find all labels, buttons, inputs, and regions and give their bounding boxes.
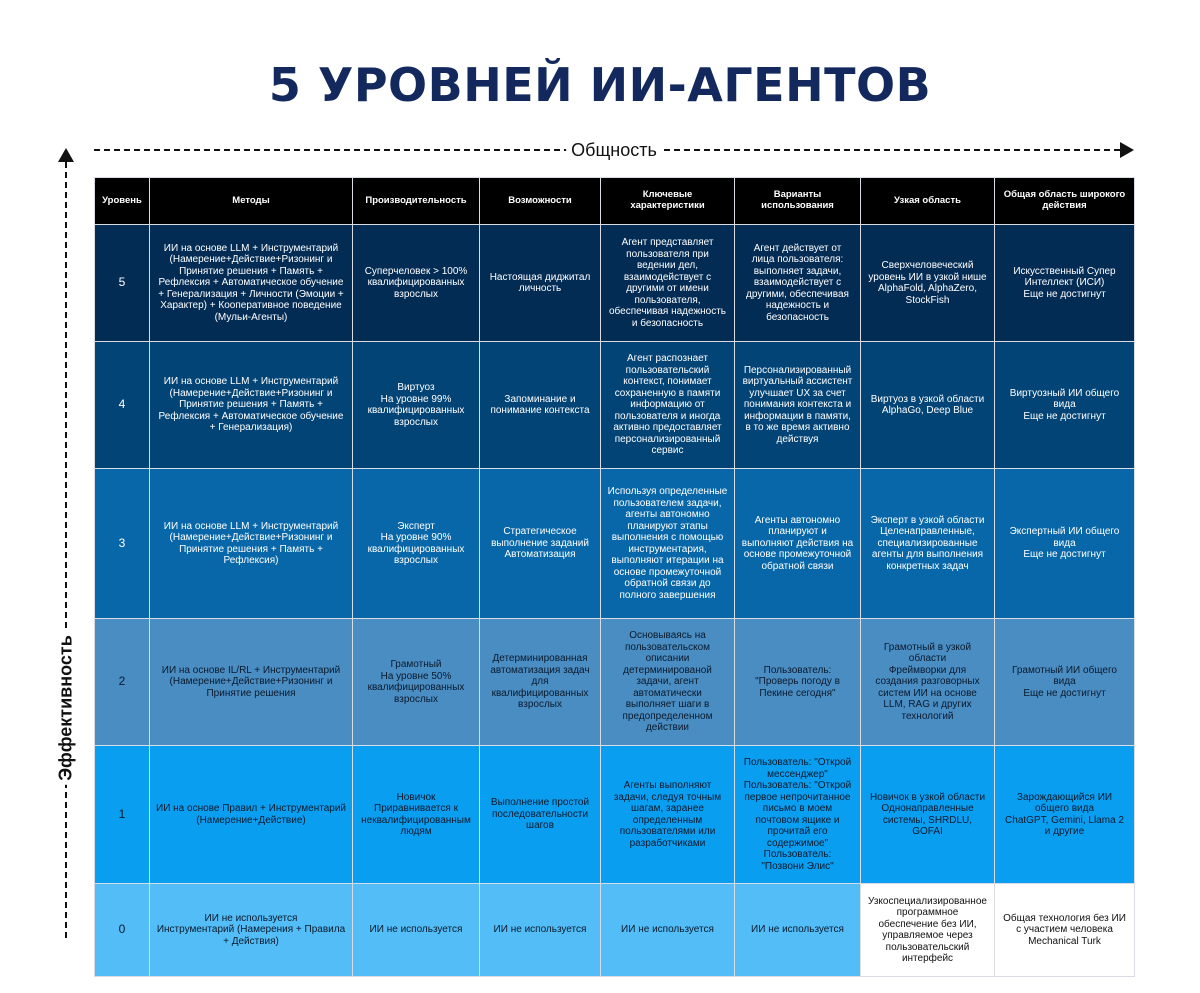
key-characteristics-cell: Агенты выполняют задачи, следуя точным шагам, заранее определенным пользователями или разработчиками (601, 746, 735, 884)
header-general-domain: Общая область широкого действия (995, 178, 1135, 225)
methods-cell: ИИ на основе LLM + Инструментарий (Намерение+Действие+Ризонинг и Принятие решения + Память + Рефлексия + Автоматическое обучение + Генерализация) (150, 342, 353, 469)
generality-axis (94, 138, 1134, 162)
key-characteristics-cell: Агент распознает пользовательский контекст, понимает сохраненную в памяти информацию от пользователя и иногда активно предоставляет персонализированный сервис (601, 342, 735, 469)
narrow-domain-cell: Виртуоз в узкой области AlphaGo, Deep Blue (861, 342, 995, 469)
table-row-level-2 (95, 619, 1135, 746)
level-cell: 1 (95, 746, 150, 884)
header-performance: Производительность (353, 178, 480, 225)
narrow-domain-cell: Новичок в узкой области Однонаправленные системы, SHRDLU, GOFAI (861, 746, 995, 884)
performance-cell: ИИ не используется (353, 884, 480, 977)
level-cell: 5 (95, 225, 150, 342)
arrow-right-icon (1120, 142, 1134, 158)
narrow-domain-cell: Грамотный в узкой области Фреймворки для создания разговорных систем ИИ на основе LLM, RAG и других технологий (861, 619, 995, 746)
arrow-up-icon (58, 148, 74, 162)
table-row-level-4 (95, 342, 1135, 469)
axis-line (65, 162, 67, 938)
performance-cell: Виртуоз На уровне 99% квалифицированных взрослых (353, 342, 480, 469)
methods-cell: ИИ не используется Инструментарий (Намерения + Правила + Действия) (150, 884, 353, 977)
levels-table (94, 177, 1135, 977)
general-domain-cell: Искусственный Супер Интеллект (ИСИ) Еще не достигнут (995, 225, 1135, 342)
header-methods: Методы (150, 178, 353, 225)
use-cases-cell: ИИ не используется (735, 884, 861, 977)
narrow-domain-cell: Эксперт в узкой области Целенаправленные, специализированные агенты для выполнения конкретных задач (861, 469, 995, 619)
header-key-characteristics: Ключевые характеристики (601, 178, 735, 225)
page-title: 5 УРОВНЕЙ ИИ-АГЕНТОВ (268, 58, 932, 112)
capabilities-cell: Стратегическое выполнение заданий Автоматизация (480, 469, 601, 619)
key-characteristics-cell: Агент представляет пользователя при ведении дел, взаимодействует с другими от имени пользователя, обеспечивая надежность и безопасность (601, 225, 735, 342)
level-cell: 0 (95, 884, 150, 977)
use-cases-cell: Пользователь: "Открой мессенджер" Пользователь: "Открой первое непрочитанное письмо в моем почтовом ящике и прочитай его содержимое" Пользователь: "Позвони Элис" (735, 746, 861, 884)
use-cases-cell: Агенты автономно планируют и выполняют действия на основе промежуточной обратной связи (735, 469, 861, 619)
general-domain-cell: Грамотный ИИ общего вида Еще не достигнут (995, 619, 1135, 746)
general-domain-cell: Экспертный ИИ общего вида Еще не достигнут (995, 469, 1135, 619)
key-characteristics-cell: Используя определенные пользователем задачи, агенты автономно планируют этапы выполнения с помощью инструментария, выполняют итерации на основе промежуточной обратной связи до полного завершения (601, 469, 735, 619)
capabilities-cell: Настоящая диджитал личность (480, 225, 601, 342)
performance-axis-label: Эффективность (52, 631, 81, 785)
methods-cell: ИИ на основе LLM + Инструментарий (Намерение+Действие+Ризонинг и Принятие решения + Память + Рефлексия + Автоматическое обучение + Генерализация + Личности (Эмоции + Характер) + Кооперативное поведение (Мульи-Агенты) (150, 225, 353, 342)
table-row-level-0 (95, 884, 1135, 977)
key-characteristics-cell: Основываясь на пользовательском описании детерминированой задачи, агент автоматически выполняет шаги в предопределенном действии (601, 619, 735, 746)
header-use-cases: Варианты использования (735, 178, 861, 225)
capabilities-cell: Выполнение простой последовательности шагов (480, 746, 601, 884)
performance-cell: Суперчеловек > 100% квалифицированных взрослых (353, 225, 480, 342)
narrow-domain-cell: Сверхчеловеческий уровень ИИ в узкой нише AlphaFold, AlphaZero, StockFish (861, 225, 995, 342)
level-cell: 4 (95, 342, 150, 469)
general-domain-cell: Виртуозный ИИ общего вида Еще не достигнут (995, 342, 1135, 469)
header-narrow-domain: Узкая область (861, 178, 995, 225)
capabilities-cell: ИИ не используется (480, 884, 601, 977)
performance-cell: Грамотный На уровне 50% квалифицированных взрослых (353, 619, 480, 746)
header-level: Уровень (95, 178, 150, 225)
performance-cell: Новичок Приравнивается к неквалифицированным людям (353, 746, 480, 884)
table-row-level-1 (95, 746, 1135, 884)
use-cases-cell: Агент действует от лица пользователя: выполняет задачи, взаимодействует с другими, обеспечивая надежность и безопасность (735, 225, 861, 342)
performance-cell: Эксперт На уровне 90% квалифицированных взрослых (353, 469, 480, 619)
use-cases-cell: Персонализированный виртуальный ассистент улучшает UX за счет понимания контекста и информации в памяти, в то же время активно действуя (735, 342, 861, 469)
performance-axis (54, 148, 78, 938)
table-row-level-3 (95, 469, 1135, 619)
general-domain-cell: Зарождающийся ИИ общего вида ChatGPT, Gemini, Llama 2 и другие (995, 746, 1135, 884)
narrow-domain-cell: Узкоспециализированное программное обеспечение без ИИ, управляемое через пользовательский интерфейс (861, 884, 995, 977)
level-cell: 3 (95, 469, 150, 619)
table-row-level-5 (95, 225, 1135, 342)
capabilities-cell: Запоминание и понимание контекста (480, 342, 601, 469)
table-header-row (95, 178, 1135, 225)
header-capabilities: Возможности (480, 178, 601, 225)
methods-cell: ИИ на основе IL/RL + Инструментарий (Намерение+Действие+Ризонинг и Принятие решения (150, 619, 353, 746)
methods-cell: ИИ на основе Правил + Инструментарий (Намерение+Действие) (150, 746, 353, 884)
use-cases-cell: Пользователь: "Проверь погоду в Пекине сегодня" (735, 619, 861, 746)
generality-axis-label: Общность (566, 138, 662, 162)
capabilities-cell: Детерминированная автоматизация задач для квалифицированных взрослых (480, 619, 601, 746)
level-cell: 2 (95, 619, 150, 746)
general-domain-cell: Общая технология без ИИ с участием человека Mechanical Turk (995, 884, 1135, 977)
methods-cell: ИИ на основе LLM + Инструментарий (Намерение+Действие+Ризонинг и Принятие решения + Память + Рефлексия) (150, 469, 353, 619)
key-characteristics-cell: ИИ не используется (601, 884, 735, 977)
